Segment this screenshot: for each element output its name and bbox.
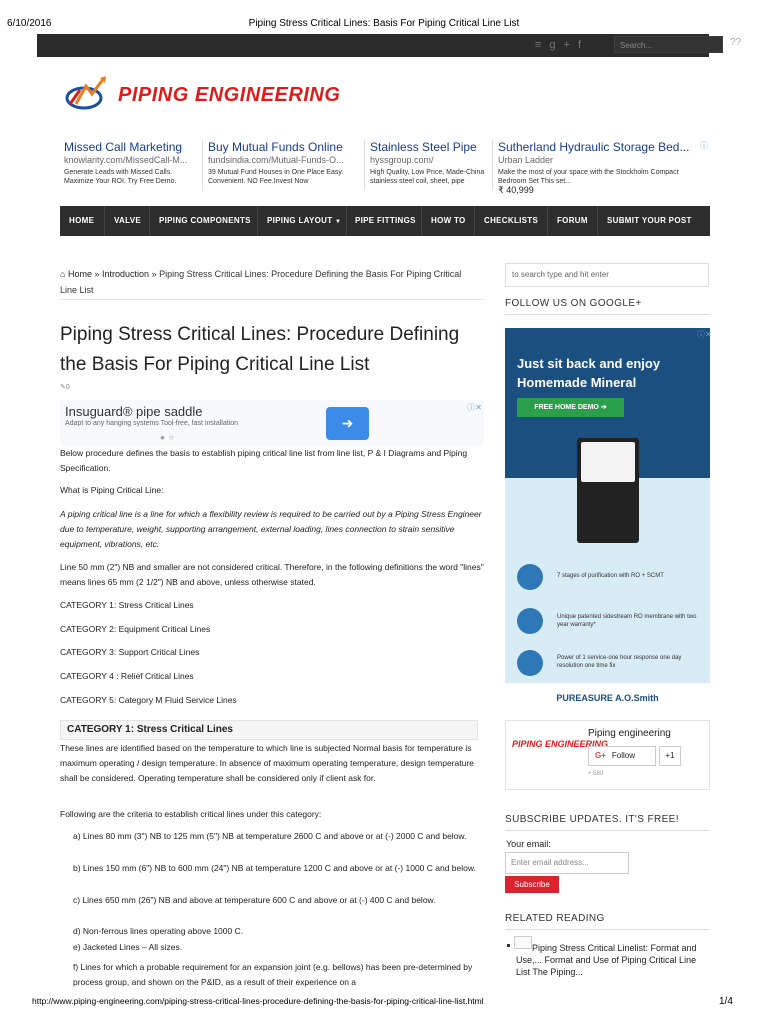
print-page-number: 1/4 xyxy=(719,996,733,1007)
google-plus-card xyxy=(505,720,710,790)
nav-submit-post[interactable]: SUBMIT YOUR POST xyxy=(607,216,692,225)
stages-badge-icon xyxy=(517,564,543,590)
gplus-follow-label: Follow xyxy=(611,751,636,760)
intro-paragraph: Below procedure defines the basis to establish piping critical line list from line list, P & I Diagrams and Piping Specification. xyxy=(60,448,468,473)
comment-count[interactable] xyxy=(60,383,70,391)
home-icon[interactable]: ⌂ xyxy=(60,269,66,279)
google-plus-icon[interactable]: g+ xyxy=(549,39,578,51)
ad-url[interactable]: fundsindia.com/Mutual-Funds-O... xyxy=(208,155,344,165)
definition-paragraph: A piping critical line is a line for which a flexibility review is required to be carried out by a Piping Stress Engineer due to temperature, weight, supporting arrangement, external loading, lines connection to strain sensitive equipment, vibrations, etc. xyxy=(60,509,482,549)
comment-count-value: 0 xyxy=(65,384,70,391)
adchoices-icon[interactable]: ⓘ xyxy=(700,141,708,150)
ad-url[interactable]: hyssgroup.com/ xyxy=(370,155,434,165)
inline-ad-heading[interactable]: Insuguard® pipe saddle xyxy=(65,404,203,419)
related-item-text: Piping Stress Critical Linelist: Format and Use,... Format and Use of Piping Critical Line List The Piping... xyxy=(516,943,697,977)
related-item[interactable] xyxy=(516,942,706,978)
category-list-item: CATEGORY 2: Equipment Critical Lines xyxy=(60,624,211,634)
category-list-item: CATEGORY 3: Support Critical Lines xyxy=(60,647,200,657)
criteria-item: c) Lines 650 mm (26") NB and above at temperature 600 C and above or at (-) 400 C and below. xyxy=(73,895,436,905)
arrow-right-icon[interactable]: ➜ xyxy=(326,407,369,440)
criteria-item: b) Lines 150 mm (6") NB to 600 mm (24") NB at temperature 1200 C and above or at (-) 1000 C and below. xyxy=(73,863,476,873)
breadcrumb xyxy=(60,266,480,298)
inline-ad-subtext: Adapt to any hanging systems Tool-free, fast installation xyxy=(65,420,239,427)
subscribe-button[interactable]: Subscribe xyxy=(505,876,559,893)
ad-desc: Generate Leads with Missed Calls. Maximize Your ROI. Try Free Demo. xyxy=(64,169,177,185)
ad-feature: 7 stages of purification with RO + SCMT xyxy=(557,573,664,579)
social-icons xyxy=(535,39,589,51)
ad-1[interactable] xyxy=(64,140,199,186)
shield-badge-icon xyxy=(517,608,543,634)
ad-url[interactable]: Urban Ladder xyxy=(498,155,554,165)
nav-divider xyxy=(474,206,475,236)
top-search-input[interactable]: Search... xyxy=(614,36,723,53)
comment-icon: ✎ xyxy=(60,384,66,391)
nav-home[interactable]: HOME xyxy=(69,216,95,225)
sidebar-ad-heading[interactable]: Just sit back and enjoy Homemade Mineral xyxy=(517,356,661,390)
nav-divider xyxy=(104,206,105,236)
category-1-heading: CATEGORY 1: Stress Critical Lines xyxy=(60,720,478,740)
nav-piping-layout[interactable] xyxy=(267,206,341,236)
ad-divider xyxy=(364,140,365,190)
nav-divider xyxy=(346,206,347,236)
gplus-logo[interactable]: PIPING ENGINEERING xyxy=(512,739,609,749)
what-is-heading: What is Piping Critical Line: xyxy=(60,485,164,495)
criteria-item: a) Lines 80 mm (3") NB to 125 mm (5") NB at temperature 2600 C and above or at (-) 2000 C and below. xyxy=(73,831,467,841)
gplus-follow-button[interactable] xyxy=(588,746,656,766)
breadcrumb-separator: » xyxy=(151,269,157,279)
criteria-item: f) Lines for which a probable requirement for an expansion joint (e.g. bellows) has been pre-determined by process group, and shown on the P&ID, as a result of their experience on a xyxy=(73,962,473,987)
site-logo-text[interactable]: PIPING ENGINEERING xyxy=(118,84,341,106)
bullet xyxy=(507,944,510,947)
print-date: 6/10/2016 xyxy=(7,18,52,29)
print-doc-title: Piping Stress Critical Lines: Basis For Piping Critical Line List xyxy=(248,18,520,29)
nav-divider xyxy=(257,206,258,236)
print-url: http://www.piping-engineering.com/piping-stress-critical-lines-procedure-defining-the-basis-for-piping-critical-line-list.html xyxy=(32,996,484,1006)
breadcrumb-separator: » xyxy=(94,269,100,279)
inline-ad[interactable] xyxy=(60,400,484,446)
caret-down-icon: ▼ xyxy=(334,219,342,225)
criteria-intro: Following are the criteria to establish critical lines under this category: xyxy=(60,809,322,819)
ad-3[interactable] xyxy=(370,140,488,186)
ad-desc: High Quality, Low Price, Made-China stainless steel coil, sheet, pipe xyxy=(370,169,485,185)
sidebar-ad-brand: PUREASURE A.O.Smith xyxy=(505,683,710,713)
ad-feature: Power of 1 service-one hour response one day resolution one time fix xyxy=(557,655,682,669)
sidebar-ad[interactable] xyxy=(505,328,710,713)
divider xyxy=(505,830,710,831)
email-label: Your email: xyxy=(506,839,551,849)
nav-divider xyxy=(149,206,150,236)
email-input[interactable]: Enter email address... xyxy=(505,852,629,874)
criteria-item: d) Non-ferrous lines operating above 1000 C. xyxy=(73,926,244,936)
follow-heading: FOLLOW US ON GOOGLE+ xyxy=(505,298,642,309)
divider xyxy=(505,314,710,315)
breadcrumb-introduction[interactable]: Introduction xyxy=(102,269,150,279)
plus-one-button[interactable]: +1 xyxy=(659,746,681,766)
nav-checklists[interactable]: CHECKLISTS xyxy=(484,216,539,225)
ad-4[interactable] xyxy=(498,140,698,195)
nav-piping-layout-label: PIPING LAYOUT xyxy=(267,216,333,225)
divider xyxy=(505,929,710,930)
ad-title[interactable]: Stainless Steel Pipe xyxy=(370,140,477,154)
nav-forum[interactable]: FORUM xyxy=(557,216,588,225)
top-bar xyxy=(37,34,742,57)
line-size-paragraph: Line 50 mm (2") NB and smaller are not considered critical. Therefore, in the following definitions the word "lines" means lines 65 mm (2 1/2") NB and above, unless otherwise stated. xyxy=(60,562,484,587)
nav-how-to[interactable]: HOW TO xyxy=(431,216,466,225)
sidebar-search-input[interactable]: to search type and hit enter xyxy=(505,263,709,287)
nav-divider xyxy=(597,206,598,236)
ad-desc: 39 Mutual Fund Houses in One Place Easy. Convenient. NO Fee.Invest Now xyxy=(208,169,344,185)
subscribe-heading: SUBSCRIBE UPDATES. IT'S FREE! xyxy=(505,814,679,825)
top-search-button[interactable]: ?? xyxy=(730,37,742,48)
free-home-demo-button[interactable]: FREE HOME DEMO ➔ xyxy=(517,398,624,417)
breadcrumb-current: Piping Stress Critical Lines: Procedure Defining the Basis For Piping Critical Line List xyxy=(60,269,462,295)
adchoices-close-icon[interactable]: ⓘ✕ xyxy=(697,330,712,339)
divider xyxy=(60,299,484,300)
gplus-follower-count: + 580 xyxy=(588,771,604,777)
rss-icon[interactable]: ≡ xyxy=(534,39,550,51)
adchoices-close-icon[interactable]: ⓘ✕ xyxy=(467,403,482,412)
nav-pipe-fittings[interactable]: PIPE FITTINGS xyxy=(355,216,416,225)
ad-divider xyxy=(202,140,203,190)
ad-url[interactable]: knowlarity.com/MissedCall-M... xyxy=(64,155,188,165)
ad-title[interactable]: Buy Mutual Funds Online xyxy=(208,140,343,154)
ad-title[interactable]: Missed Call Marketing xyxy=(64,140,183,154)
nav-divider xyxy=(421,206,422,236)
nav-piping-components[interactable]: PIPING COMPONENTS xyxy=(159,216,251,225)
google-plus-icon: G+ xyxy=(595,751,606,760)
gplus-page-name[interactable]: Piping engineering xyxy=(588,728,671,739)
carousel-dots[interactable]: ●○ xyxy=(160,433,178,442)
facebook-icon[interactable]: f xyxy=(577,39,589,51)
ad-divider xyxy=(492,140,493,190)
service-badge-icon xyxy=(517,650,543,676)
nav-valve[interactable]: VALVE xyxy=(114,216,141,225)
logo-emblem[interactable] xyxy=(64,74,114,114)
main-nav xyxy=(60,206,710,236)
ad-title[interactable]: Sutherland Hydraulic Storage Bed... xyxy=(498,140,690,154)
breadcrumb-home[interactable]: Home xyxy=(67,269,92,279)
nav-divider xyxy=(547,206,548,236)
ad-feature: Unique patented sidestream RO membrane with two year warranty* xyxy=(557,614,697,628)
category-list-item: CATEGORY 1: Stress Critical Lines xyxy=(60,600,194,610)
article-title: Piping Stress Critical Lines: Procedure Defining the Basis For Piping Critical Line List xyxy=(60,324,460,375)
ad-2[interactable] xyxy=(208,140,358,186)
ad-price: ₹ 40,999 xyxy=(498,185,534,195)
category-list-item: CATEGORY 5: Category M Fluid Service Lines xyxy=(60,695,237,705)
category-1-paragraph: These lines are identified based on the temperature to which line is subjected Normal basis for temperature is maximum operating / design temperature. In absence of maximum operating temperature, design temperature shall be considered. Operating temperature shall be considered only if client ask for. xyxy=(60,743,474,783)
water-purifier-image xyxy=(577,438,639,543)
criteria-item: e) Jacketed Lines – All sizes. xyxy=(73,942,183,952)
related-heading: RELATED READING xyxy=(505,913,605,924)
category-list-item: CATEGORY 4 : Relief Critical Lines xyxy=(60,671,194,681)
ad-desc: Make the most of your space with the Stockholm Compact Bedroom Set This set... xyxy=(498,169,679,185)
